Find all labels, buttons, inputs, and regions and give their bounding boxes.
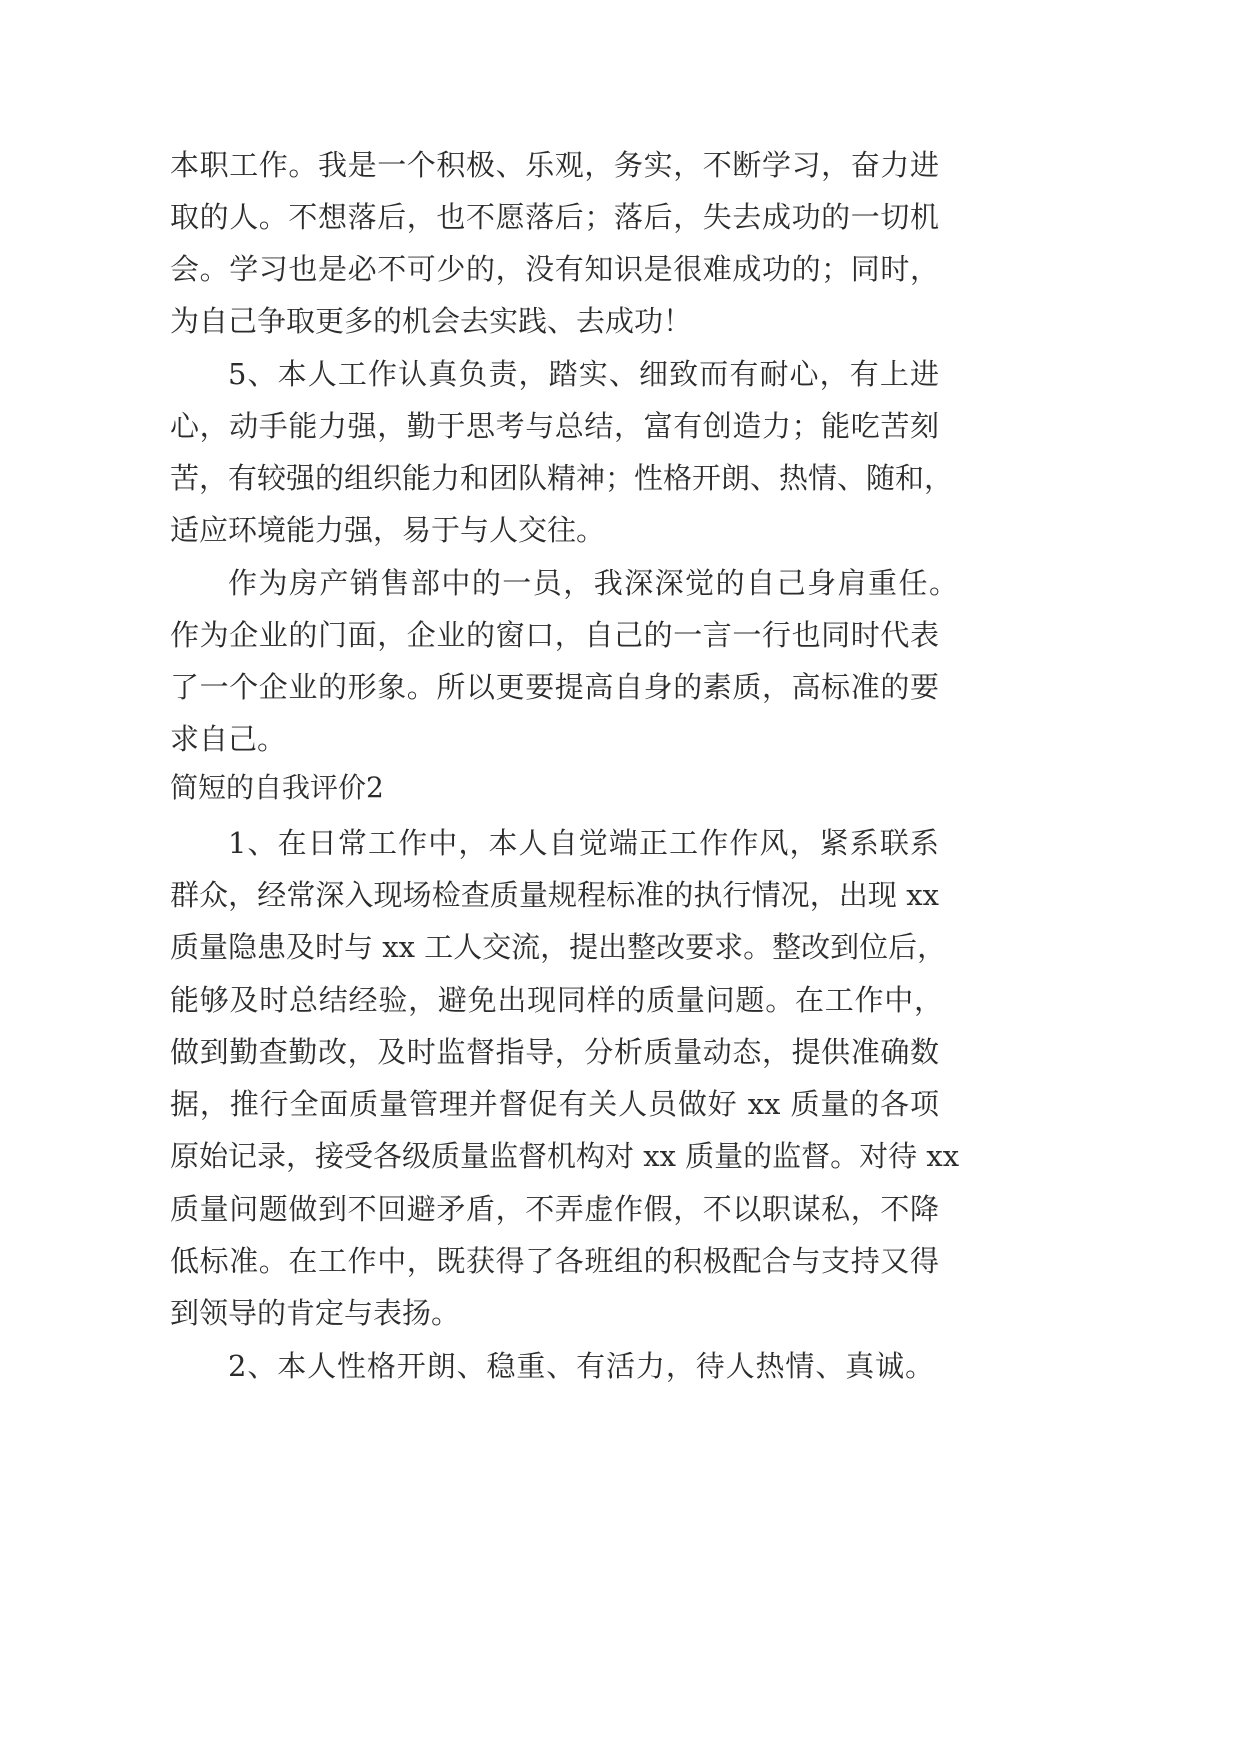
text-line: 心，动手能力强，勤于思考与总结，富有创造力；能吃苦刻	[170, 409, 939, 443]
paragraph-first-line: 作为房产销售部中的一员，我深深觉的自己身肩重任。	[228, 566, 958, 600]
text-line: 做到勤查勤改，及时监督指导，分析质量动态，提供准确数	[170, 1035, 939, 1069]
text-line: 适应环境能力强，易于与人交往。	[170, 513, 606, 547]
text-line: 本职工作。我是一个积极、乐观，务实，不断学习，奋力进	[170, 148, 939, 182]
text-line: 会。学习也是必不可少的，没有知识是很难成功的；同时，	[170, 252, 939, 286]
paragraph-first-line: 1、在日常工作中，本人自觉端正工作作风，紧系联系	[228, 826, 939, 860]
paragraph-first-line: 5、本人工作认真负责，踏实、细致而有耐心，有上进	[228, 357, 939, 391]
text-line: 质量问题做到不回避矛盾，不弄虚作假，不以职谋私，不降	[170, 1192, 939, 1226]
text-line: 能够及时总结经验，避免出现同样的质量问题。在工作中，	[170, 983, 943, 1017]
paragraph-first-line: 2、本人性格开朗、稳重、有活力，待人热情、真诚。	[228, 1349, 934, 1383]
text-line: 群众，经常深入现场检查质量规程标准的执行情况，出现 xx	[170, 878, 939, 912]
text-line: 到领导的肯定与表扬。	[170, 1296, 461, 1330]
text-line: 低标准。在工作中，既获得了各班组的积极配合与支持又得	[170, 1244, 939, 1278]
text-line: 质量隐患及时与 xx 工人交流，提出整改要求。整改到位后，	[170, 930, 947, 964]
text-line: 求自己。	[170, 722, 287, 756]
text-line: 据，推行全面质量管理并督促有关人员做好 xx 质量的各项	[170, 1087, 939, 1121]
section-heading: 简短的自我评价2	[170, 771, 384, 804]
text-line: 原始记录，接受各级质量监督机构对 xx 质量的监督。对待 xx	[170, 1139, 960, 1173]
text-line: 作为企业的门面，企业的窗口，自己的一言一行也同时代表	[170, 618, 939, 652]
text-line: 取的人。不想落后，也不愿落后；落后，失去成功的一切机	[170, 200, 939, 234]
text-line: 苦，有较强的组织能力和团队精神；性格开朗、热情、随和，	[170, 461, 954, 495]
text-line: 了一个企业的形象。所以更要提高自身的素质，高标准的要	[170, 670, 939, 704]
text-line: 为自己争取更多的机会去实践、去成功！	[170, 304, 693, 338]
